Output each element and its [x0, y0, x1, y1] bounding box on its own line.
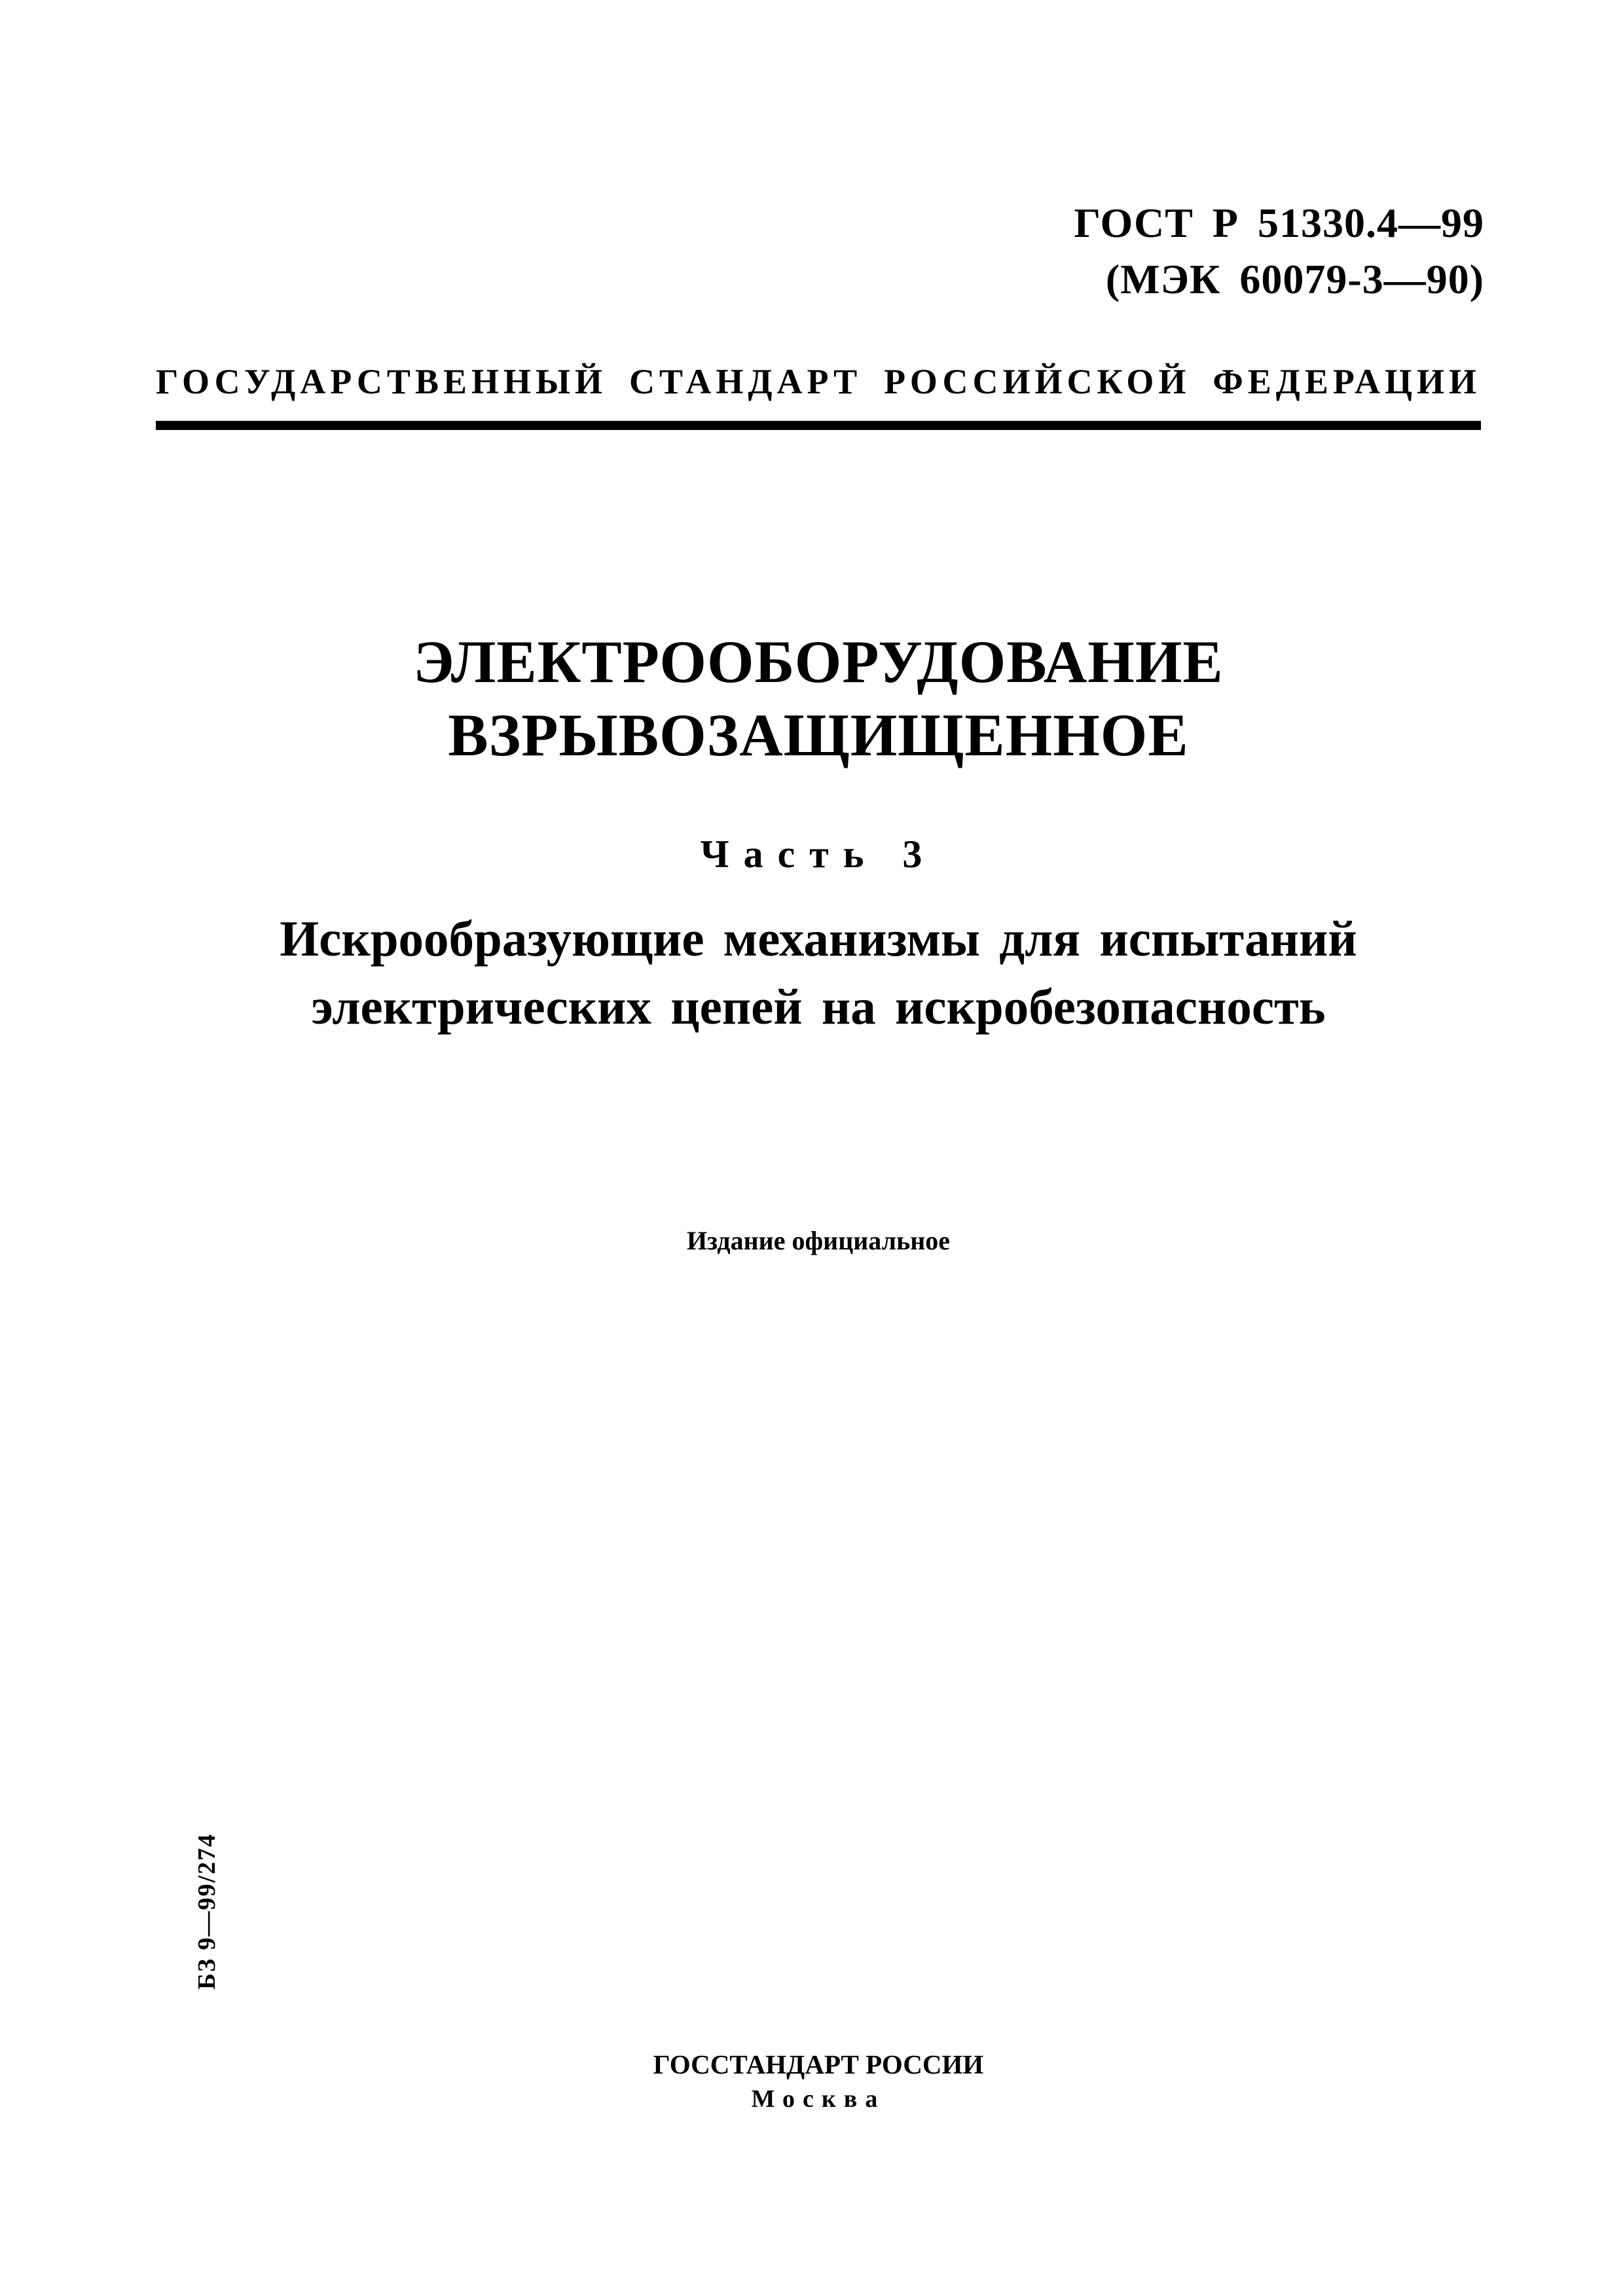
gost-number: ГОСТ Р 51330.4—99: [1074, 200, 1484, 246]
standard-designation: [1074, 195, 1484, 308]
heading-rule: [156, 421, 1481, 430]
title-line-2: ВЗРЫВОЗАЩИЩЕННОЕ: [448, 702, 1189, 768]
state-standard-heading: ГОСУДАРСТВЕННЫЙ СТАНДАРТ РОССИЙСКОЙ ФЕДЕРАЦИИ: [156, 362, 1481, 401]
part-label: Часть 3: [700, 833, 937, 876]
subtitle-line-1: Искрообразующие механизмы для испытаний: [280, 910, 1357, 967]
publisher-city: Москва: [751, 2085, 886, 2113]
publisher-name: ГОССТАНДАРТ РОССИИ: [653, 2049, 984, 2079]
title-line-1: ЭЛЕКТРООБОРУДОВАНИЕ: [413, 628, 1224, 695]
document-title: [156, 625, 1481, 772]
side-code: БЗ 9—99/274: [193, 1833, 221, 1990]
iec-number: (МЭК 60079-3—90): [1105, 256, 1484, 302]
edition-label: Издание официальное: [686, 1226, 951, 1255]
subtitle-line-2: электрических цепей на искробезопасность: [311, 978, 1326, 1035]
document-subtitle: [156, 905, 1481, 1041]
